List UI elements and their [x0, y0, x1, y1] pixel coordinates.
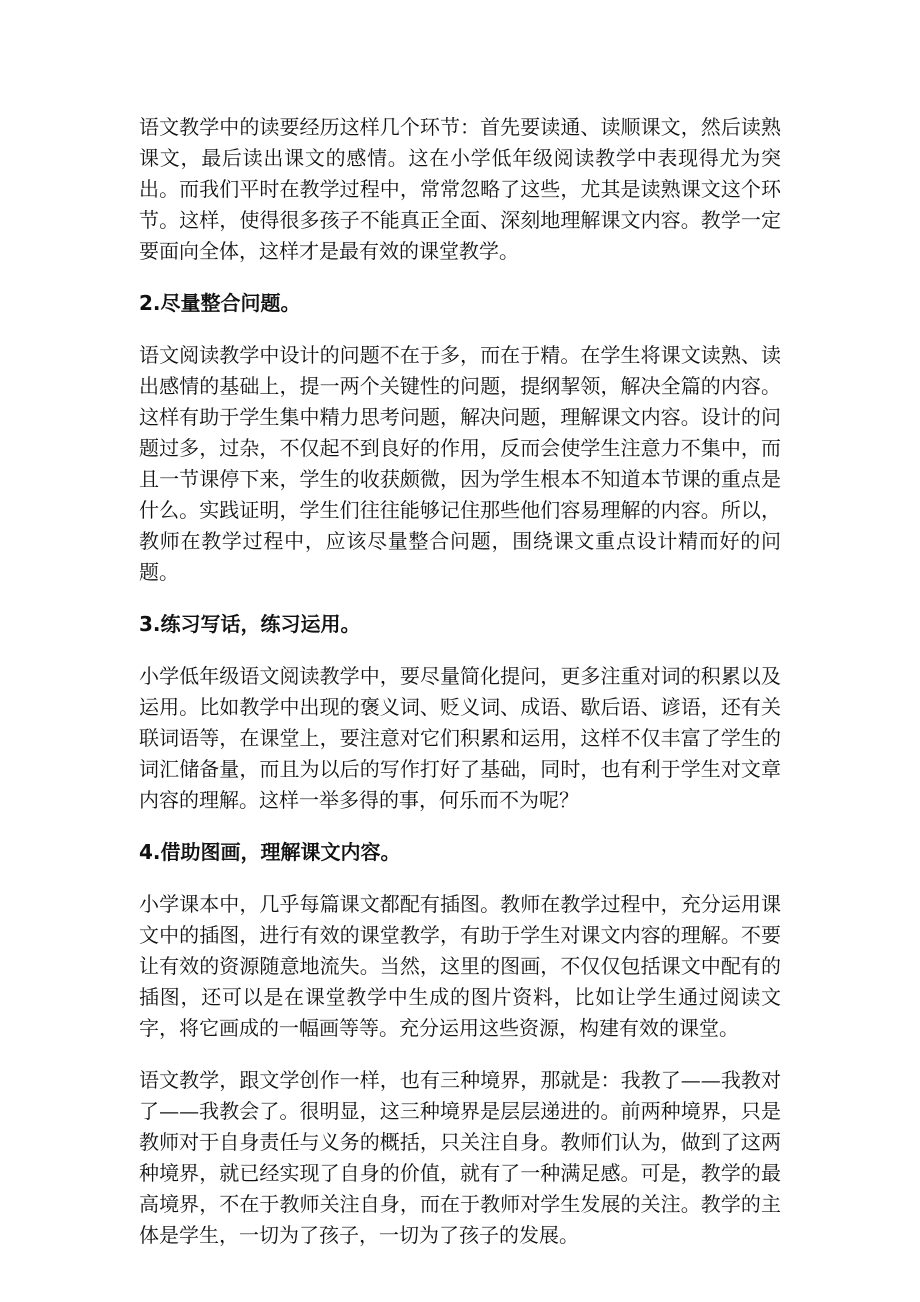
paragraph-integrate-questions: 语文阅读教学中设计的问题不在于多，而在于精。在学生将课文读熟、读出感情的基础上，提一两个关键性的问题，提纲挈领，解决全篇的内容。这样有助于学生集中精力思考问题，解决问题，理解课文内容。设计的问题过多，过杂，不仅起不到良好的作用，反而会使学生注意力不集中，而且一节课停下来，学生的收获颇微，因为学生根本不知道本节课的重点是什么。实践证明，学生们往往能够记住那些他们容易理解的内容。所以，教师在教学过程中，应该尽量整合问题，围绕课文重点设计精而好的问题。 — [139, 343, 781, 584]
section-heading-3: 3.练习写话，练习运用。 — [139, 612, 361, 636]
paragraph-three-realms: 语文教学，跟文学创作一样，也有三种境界，那就是：我教了——我教对了——我教会了。很明显，这三种境界是层层递进的。前两种境界，只是教师对于自身责任与义务的概括，只关注自身。教师们认为，做到了这两种境界，就已经实现了自身的价值，就有了一种满足感。可是，教学的最高境界，不在于教师关注自身，而在于教师对学生发展的关注。教学的主体是学生，一切为了孩子，一切为了孩子的发展。 — [139, 1068, 781, 1247]
document-body — [139, 112, 781, 1272]
section-heading-4: 4.借助图画，理解课文内容。 — [139, 840, 401, 864]
paragraph-intro-reading: 语文教学中的读要经历这样几个环节：首先要读通、读顺课文，然后读熟课文，最后读出课文的感情。这在小学低年级阅读教学中表现得尤为突出。而我们平时在教学过程中，常常忽略了这些，尤其是读熟课文这个环节。这样，使得很多孩子不能真正全面、深刻地理解课文内容。教学一定要面向全体，这样才是最有效的课堂教学。 — [139, 115, 781, 263]
paragraph-illustrations: 小学课本中，几乎每篇课文都配有插图。教师在教学过程中，充分运用课文中的插图，进行有效的课堂教学，有助于学生对课文内容的理解。不要让有效的资源随意地流失。当然，这里的图画，不仅仅包括课文中配有的插图，还可以是在课堂教学中生成的图片资料，比如让学生通过阅读文字，将它画成的一幅画等等。充分运用这些资源，构建有效的课堂。 — [139, 892, 781, 1040]
section-heading-2: 2.尽量整合问题。 — [139, 291, 301, 315]
paragraph-writing-practice: 小学低年级语文阅读教学中，要尽量简化提问，更多注重对词的积累以及运用。比如教学中出现的褒义词、贬义词、成语、歇后语、谚语，还有关联词语等，在课堂上，要注意对它们积累和运用，这样不仅丰富了学生的词汇储备量，而且为以后的写作打好了基础，同时，也有利于学生对文章内容的理解。这样一举多得的事，何乐而不为呢？ — [139, 664, 781, 812]
